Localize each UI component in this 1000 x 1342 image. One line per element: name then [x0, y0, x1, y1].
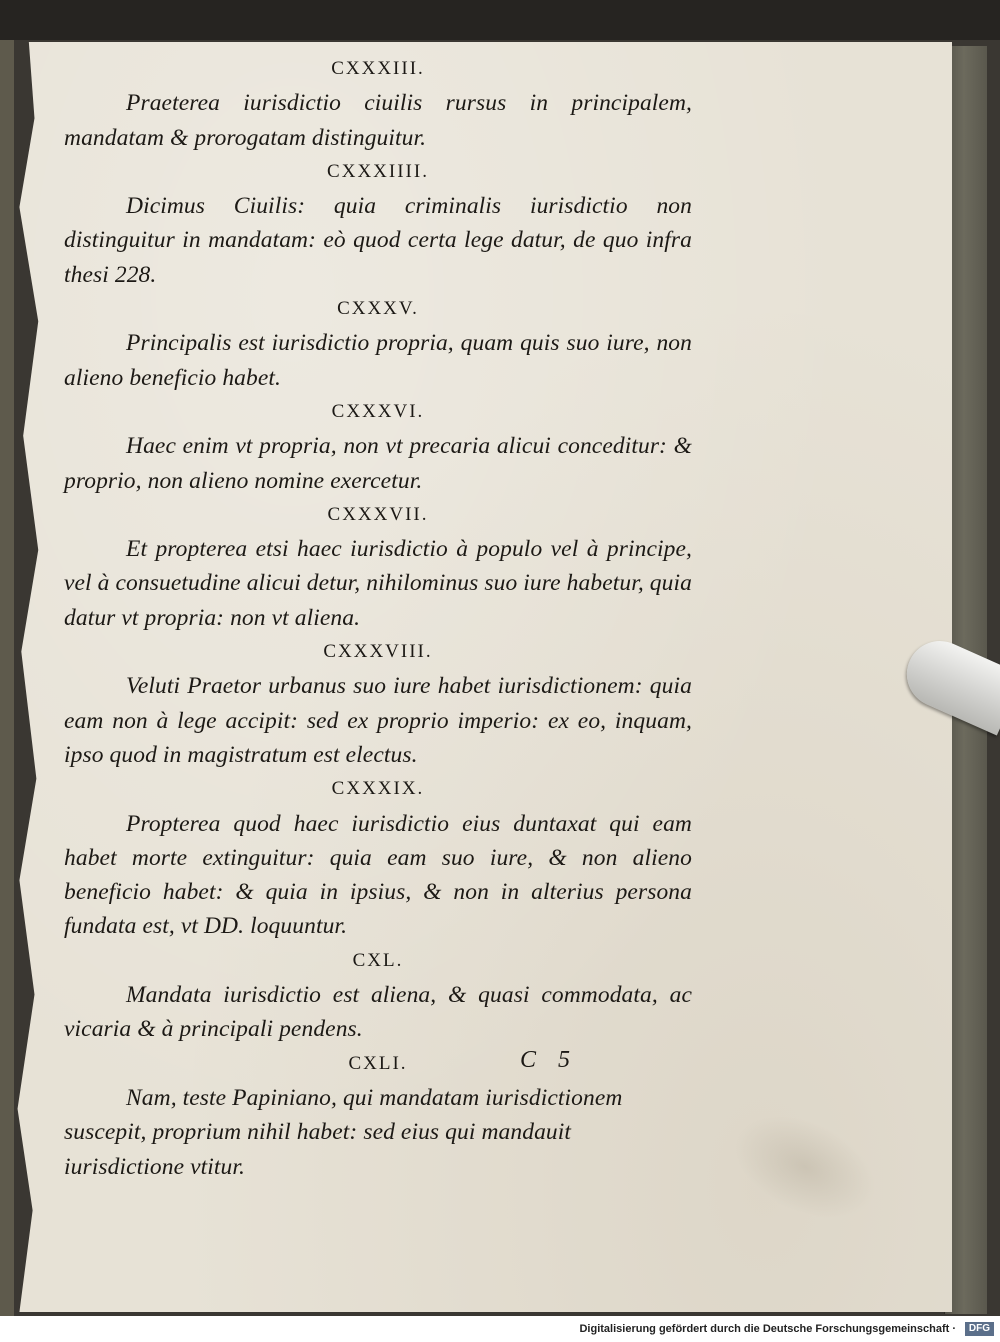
thesis-paragraph: Veluti Praetor urbanus suo iure habet iurisdictionem: quia eam non à lege accipit: sed ex proprio imperio: ex eo, inquam, ipso quod in magistratum est electus. [64, 673, 692, 768]
signature-mark: C 5 [520, 1047, 579, 1073]
thesis-paragraph: Haec enim vt propria, non vt precaria alicui conceditur: & proprio, non alieno nomine exercetur. [64, 433, 692, 494]
thesis-number: CXXXIIII. [327, 160, 429, 182]
thesis-number: CXXXV. [337, 298, 419, 320]
thesis-number: CXXXIX. [331, 778, 425, 800]
thesis-paragraph: Dicimus Ciuilis: quia criminalis iurisdictio non distinguitur in mandatam: eò quod certa lege datur, de quo infra thesi 228. [64, 193, 692, 288]
thesis-paragraph: Nam, teste Papiniano, qui mandatam iurisdictionem suscepit, proprium nihil habet: sed eius qui mandauit iurisdictione vtitur. [64, 1084, 623, 1180]
thesis-number: CXXXIII. [331, 58, 425, 79]
thesis-number: CXXXVI. [331, 400, 425, 422]
thesis-paragraph: Principalis est iurisdictio propria, quam quis suo iure, non alieno beneficio habet. [64, 330, 692, 391]
thesis-paragraph: Propterea quod haec iurisdictio eius duntaxat qui eam habet morte extinguitur: quia eam suo iure, & non alieno beneficio habet: & quia in ipsius, & non in alterius persona fundata est, vt DD. loquuntur. [64, 810, 692, 940]
footer-bar [0, 1316, 1000, 1342]
paper-stain [718, 1095, 892, 1240]
thesis-number: CXLI. [348, 1052, 408, 1074]
left-page-edge [0, 40, 14, 1316]
thesis-number: CXXXVII. [327, 503, 429, 525]
thesis-paragraph: Mandata iurisdictio est aliena, & quasi commodata, ac vicaria & à principali pendens. [64, 982, 692, 1043]
thesis-number: CXL. [352, 949, 404, 971]
funding-credit: Digitalisierung gefördert durch die Deutsche Forschungsgemeinschaft · [579, 1323, 956, 1335]
thesis-number: CXXXVIII. [323, 641, 433, 663]
thesis-paragraph: Et propterea etsi haec iurisdictio à populo vel à principe, vel à consuetudine alicui detur, nihilominus suo iure habetur, quia datur vt propria: non vt aliena. [64, 536, 692, 631]
page-text [64, 52, 692, 1184]
dfg-logo: DFG [965, 1322, 994, 1336]
thesis-paragraph: Praeterea iurisdictio ciuilis rursus in principalem, mandatam & prorogatam distinguitur. [64, 90, 692, 151]
